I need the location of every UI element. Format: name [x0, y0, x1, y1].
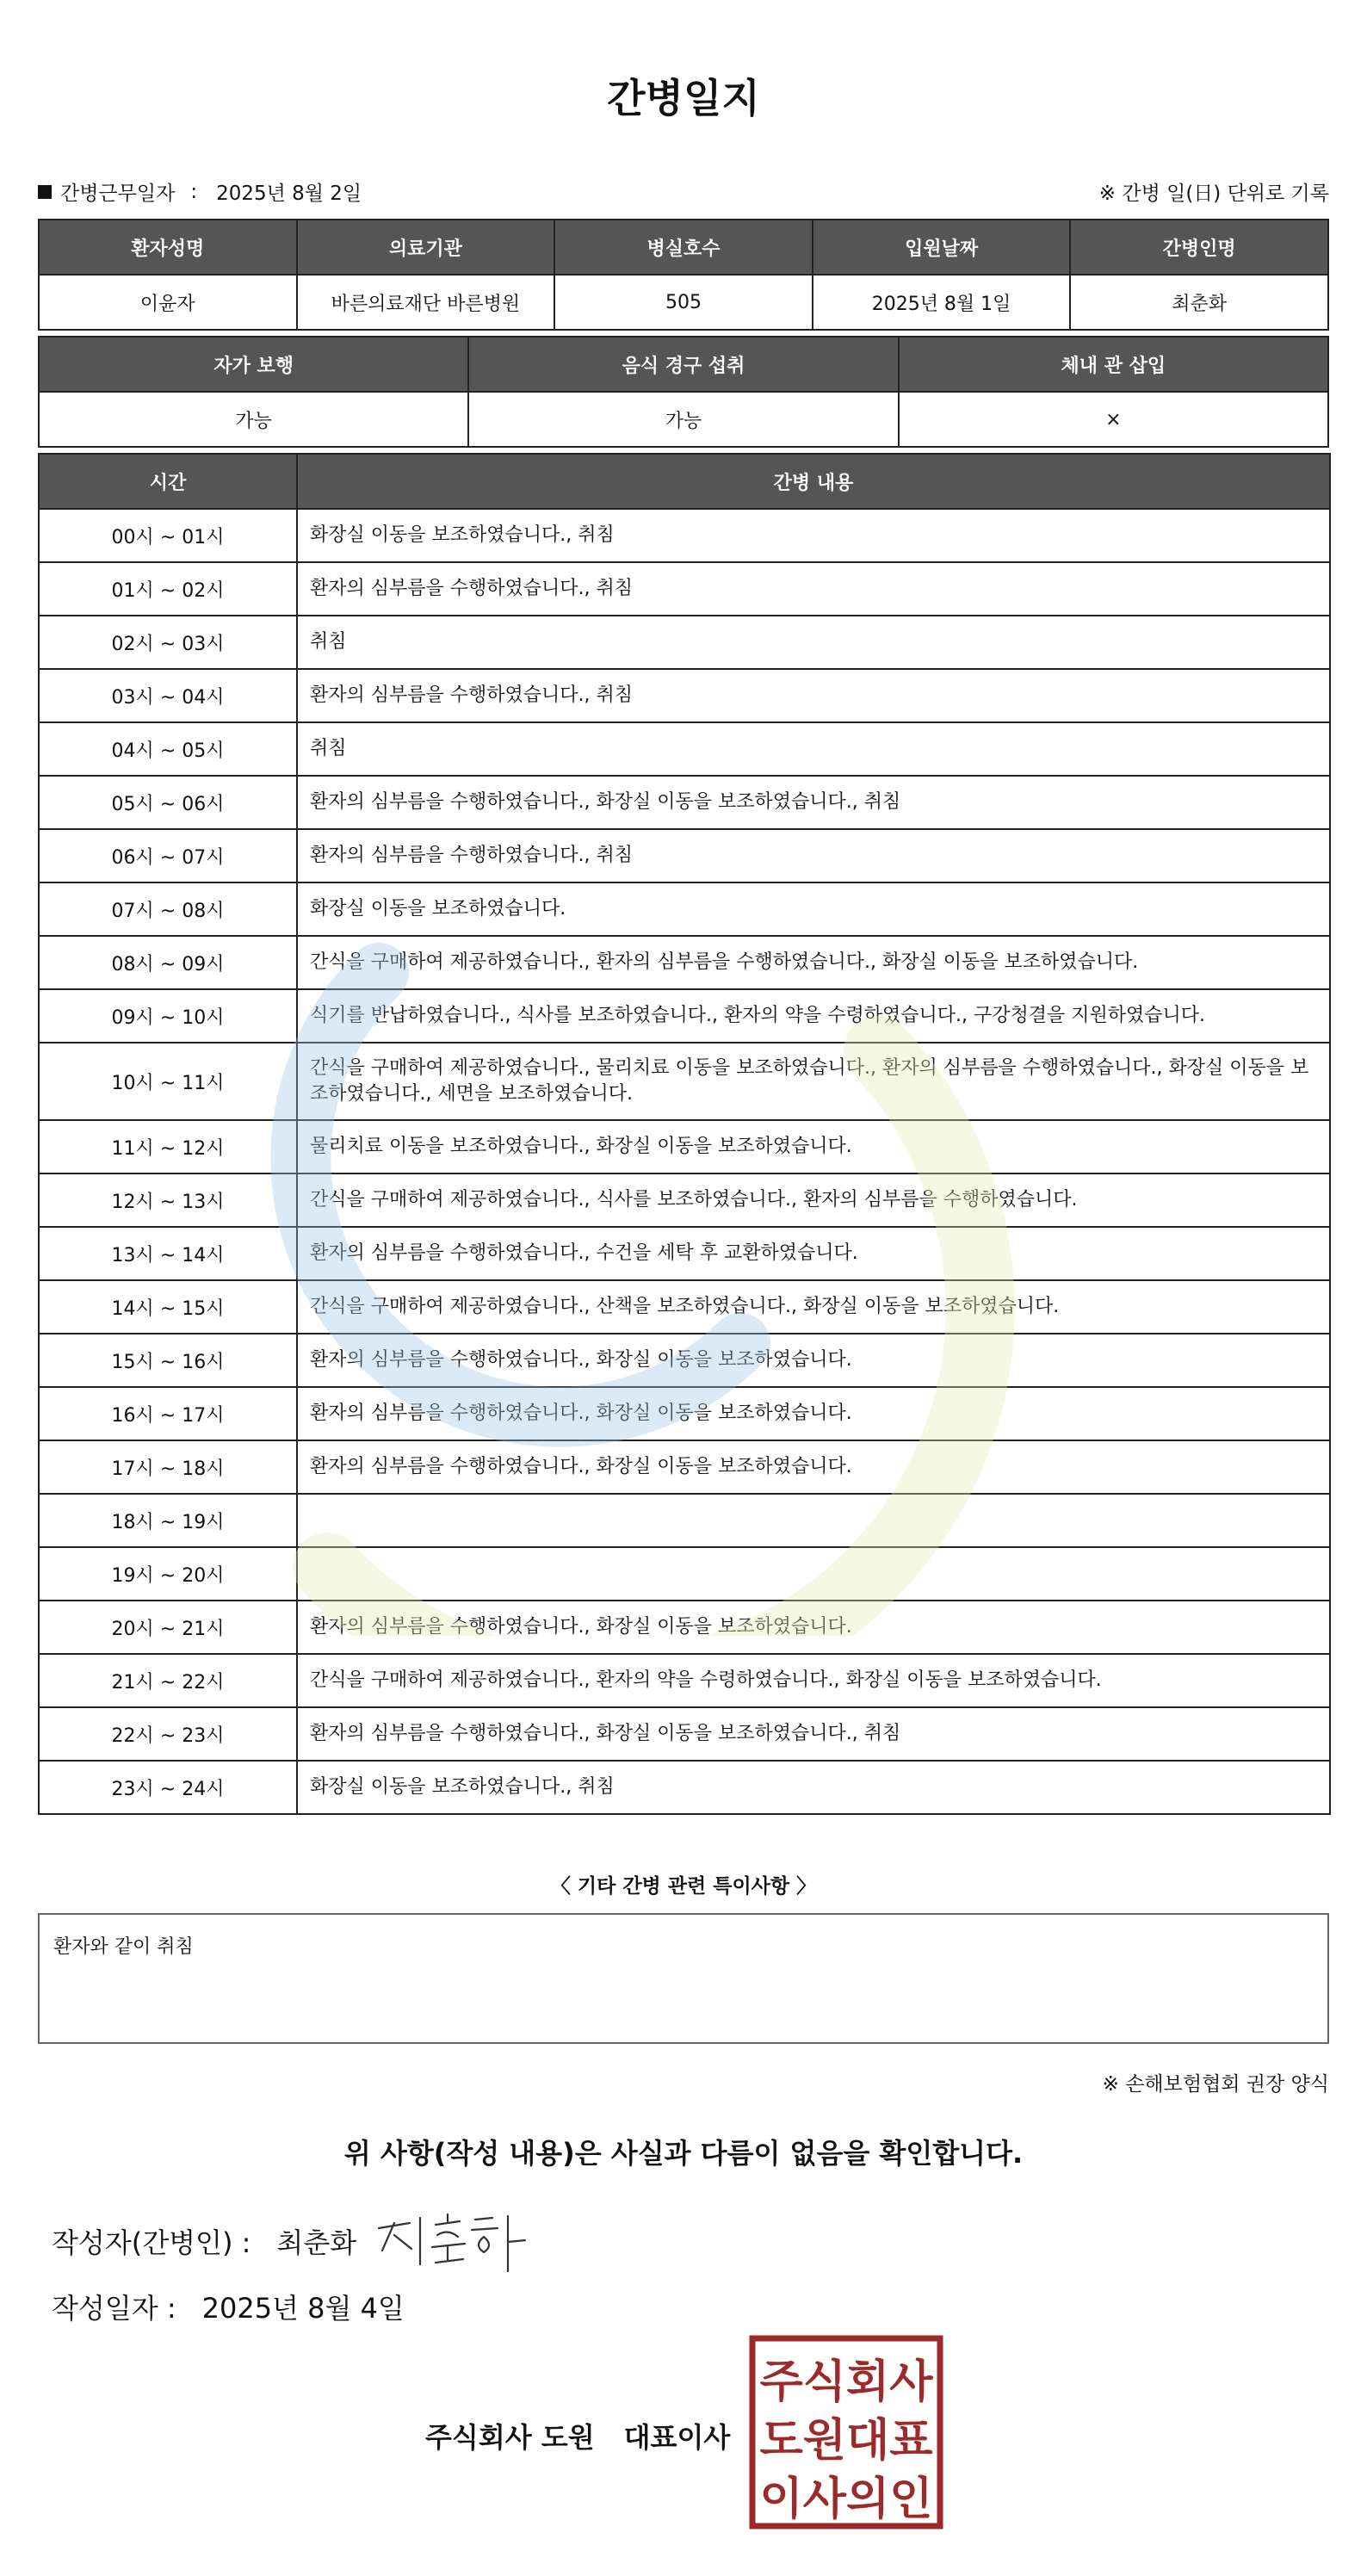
header-hospital: 의료기관 [297, 220, 555, 275]
care-log-header-row [39, 454, 1330, 509]
time-cell: 01시 ~ 02시 [39, 562, 297, 616]
hospital-name: 바른의료재단 바른병원 [297, 275, 555, 330]
table-row [39, 936, 1330, 989]
work-date-label: 간병근무일자 [60, 183, 176, 205]
content-cell: 간식을 구매하여 제공하였습니다., 물리치료 이동을 보조하였습니다., 환자의 심부름을 수행하였습니다., 화장실 이동을 보조하였습니다., 세면을 보조하였습니다. [297, 1043, 1330, 1120]
company-seal-icon [749, 2335, 943, 2530]
ability-value-row [39, 392, 1328, 447]
header-care-content: 간병 내용 [297, 454, 1330, 509]
company-row [425, 2416, 730, 2455]
writer-row [52, 2221, 356, 2261]
table-row [39, 1227, 1330, 1280]
content-cell: 환자의 심부름을 수행하였습니다., 화장실 이동을 보조하였습니다., 취침 [297, 1707, 1330, 1761]
table-row [39, 1601, 1330, 1654]
time-cell: 08시 ~ 09시 [39, 936, 297, 989]
content-cell: 취침 [297, 616, 1330, 669]
time-cell: 12시 ~ 13시 [39, 1173, 297, 1227]
patient-name: 이윤자 [39, 275, 297, 330]
table-row [39, 776, 1330, 829]
table-row [39, 1654, 1330, 1707]
ability-table [38, 336, 1329, 448]
written-date-label: 작성일자 : [52, 2292, 176, 2325]
seal-line-1: 주식회사 [759, 2356, 933, 2408]
special-notes-title: 〈 기타 간병 관련 특이사항 〉 [550, 1875, 817, 1898]
square-bullet-icon [38, 185, 52, 199]
content-cell [297, 1547, 1330, 1601]
table-row [39, 1547, 1330, 1601]
table-row [39, 1387, 1330, 1440]
work-date-row [38, 177, 362, 206]
time-cell: 19시 ~ 20시 [39, 1547, 297, 1601]
content-cell: 화장실 이동을 보조하였습니다., 취침 [297, 1761, 1330, 1814]
content-cell: 환자의 심부름을 수행하였습니다., 화장실 이동을 보조하였습니다. [297, 1334, 1330, 1387]
time-cell: 22시 ~ 23시 [39, 1707, 297, 1761]
header-time: 시간 [39, 454, 297, 509]
content-cell: 환자의 심부름을 수행하였습니다., 수건을 세탁 후 교환하였습니다. [297, 1227, 1330, 1280]
time-cell: 17시 ~ 18시 [39, 1440, 297, 1494]
table-row [39, 1043, 1330, 1120]
caregiver-name: 최춘화 [1070, 275, 1328, 330]
seal-line-3: 이사의인 [759, 2474, 933, 2525]
time-cell: 07시 ~ 08시 [39, 882, 297, 936]
seal-line-2: 도원대표 [759, 2415, 933, 2467]
ability-header-row [39, 337, 1328, 392]
header-oral-intake: 음식 경구 섭취 [468, 337, 898, 392]
table-row [39, 722, 1330, 776]
table-row [39, 882, 1330, 936]
time-cell: 16시 ~ 17시 [39, 1387, 297, 1440]
self-walking-value: 가능 [39, 392, 468, 447]
table-row [39, 1173, 1330, 1227]
written-date-value: 2025년 8월 4일 [201, 2292, 405, 2325]
table-row [39, 1120, 1330, 1173]
patient-info-value-row [39, 275, 1328, 330]
time-cell: 00시 ~ 01시 [39, 509, 297, 562]
care-log-table [38, 453, 1331, 1815]
content-cell [297, 1494, 1330, 1547]
time-cell: 02시 ~ 03시 [39, 616, 297, 669]
time-cell: 23시 ~ 24시 [39, 1761, 297, 1814]
patient-info-table [38, 219, 1329, 331]
time-cell: 15시 ~ 16시 [39, 1334, 297, 1387]
writer-label: 작성자(간병인) : [52, 2226, 251, 2259]
admission-date: 2025년 8월 1일 [813, 275, 1071, 330]
association-note: ※ 손해보험협회 권장 양식 [1102, 2073, 1329, 2096]
content-cell: 환자의 심부름을 수행하였습니다., 화장실 이동을 보조하였습니다. [297, 1440, 1330, 1494]
page-title: 간병일지 [607, 75, 760, 121]
patient-info-header-row [39, 220, 1328, 275]
table-row [39, 1334, 1330, 1387]
content-cell: 간식을 구매하여 제공하였습니다., 식사를 보조하였습니다., 환자의 심부름을 수행하였습니다. [297, 1173, 1330, 1227]
time-cell: 20시 ~ 21시 [39, 1601, 297, 1654]
handwritten-signature [372, 2211, 544, 2280]
table-row [39, 669, 1330, 722]
header-tube-insertion: 체내 관 삽입 [899, 337, 1328, 392]
header-self-walking: 자가 보행 [39, 337, 468, 392]
content-cell: 환자의 심부름을 수행하였습니다., 취침 [297, 669, 1330, 722]
content-cell: 환자의 심부름을 수행하였습니다., 취침 [297, 562, 1330, 616]
table-row [39, 1761, 1330, 1814]
time-cell: 09시 ~ 10시 [39, 989, 297, 1043]
work-date-colon: : [190, 180, 198, 203]
content-cell: 환자의 심부름을 수행하였습니다., 화장실 이동을 보조하였습니다. [297, 1387, 1330, 1440]
table-row [39, 989, 1330, 1043]
table-row [39, 562, 1330, 616]
room-number: 505 [554, 275, 813, 330]
time-cell: 18시 ~ 19시 [39, 1494, 297, 1547]
content-cell: 간식을 구매하여 제공하였습니다., 환자의 심부름을 수행하였습니다., 화장실 이동을 보조하였습니다. [297, 936, 1330, 989]
company-title: 대표이사 [623, 2421, 731, 2454]
table-row [39, 1280, 1330, 1334]
writer-name: 최춘화 [276, 2226, 357, 2259]
written-date-row [52, 2287, 405, 2326]
time-cell: 14시 ~ 15시 [39, 1280, 297, 1334]
time-cell: 03시 ~ 04시 [39, 669, 297, 722]
header-room: 병실호수 [554, 220, 813, 275]
time-cell: 05시 ~ 06시 [39, 776, 297, 829]
table-row [39, 616, 1330, 669]
time-cell: 21시 ~ 22시 [39, 1654, 297, 1707]
time-cell: 04시 ~ 05시 [39, 722, 297, 776]
company-name: 주식회사 도원 [425, 2421, 595, 2454]
special-notes-box [38, 1913, 1329, 2044]
table-row [39, 1440, 1330, 1494]
confirmation-statement: 위 사항(작성 내용)은 사실과 다름이 없음을 확인합니다. [343, 2137, 1024, 2170]
header-patient-name: 환자성명 [39, 220, 297, 275]
content-cell: 환자의 심부름을 수행하였습니다., 취침 [297, 829, 1330, 882]
special-notes-text: 환자와 같이 취침 [53, 1936, 194, 1958]
time-cell: 11시 ~ 12시 [39, 1120, 297, 1173]
unit-note: ※ 간병 일(日) 단위로 기록 [1098, 183, 1329, 205]
content-cell: 화장실 이동을 보조하였습니다. [297, 882, 1330, 936]
time-cell: 10시 ~ 11시 [39, 1043, 297, 1120]
content-cell: 환자의 심부름을 수행하였습니다., 화장실 이동을 보조하였습니다., 취침 [297, 776, 1330, 829]
content-cell: 식기를 반납하였습니다., 식사를 보조하였습니다., 환자의 약을 수령하였습니다., 구강청결을 지원하였습니다. [297, 989, 1330, 1043]
work-date-value: 2025년 8월 2일 [216, 183, 362, 205]
table-row [39, 829, 1330, 882]
header-caregiver-name: 간병인명 [1070, 220, 1328, 275]
tube-insertion-value: × [899, 392, 1328, 447]
time-cell: 13시 ~ 14시 [39, 1227, 297, 1280]
oral-intake-value: 가능 [468, 392, 898, 447]
content-cell: 화장실 이동을 보조하였습니다., 취침 [297, 509, 1330, 562]
content-cell: 취침 [297, 722, 1330, 776]
table-row [39, 1707, 1330, 1761]
content-cell: 간식을 구매하여 제공하였습니다., 환자의 약을 수령하였습니다., 화장실 이동을 보조하였습니다. [297, 1654, 1330, 1707]
time-cell: 06시 ~ 07시 [39, 829, 297, 882]
table-row [39, 509, 1330, 562]
table-row [39, 1494, 1330, 1547]
content-cell: 물리치료 이동을 보조하였습니다., 화장실 이동을 보조하였습니다. [297, 1120, 1330, 1173]
content-cell: 간식을 구매하여 제공하였습니다., 산책을 보조하였습니다., 화장실 이동을 보조하였습니다. [297, 1280, 1330, 1334]
header-admission-date: 입원날짜 [813, 220, 1071, 275]
content-cell: 환자의 심부름을 수행하였습니다., 화장실 이동을 보조하였습니다. [297, 1601, 1330, 1654]
